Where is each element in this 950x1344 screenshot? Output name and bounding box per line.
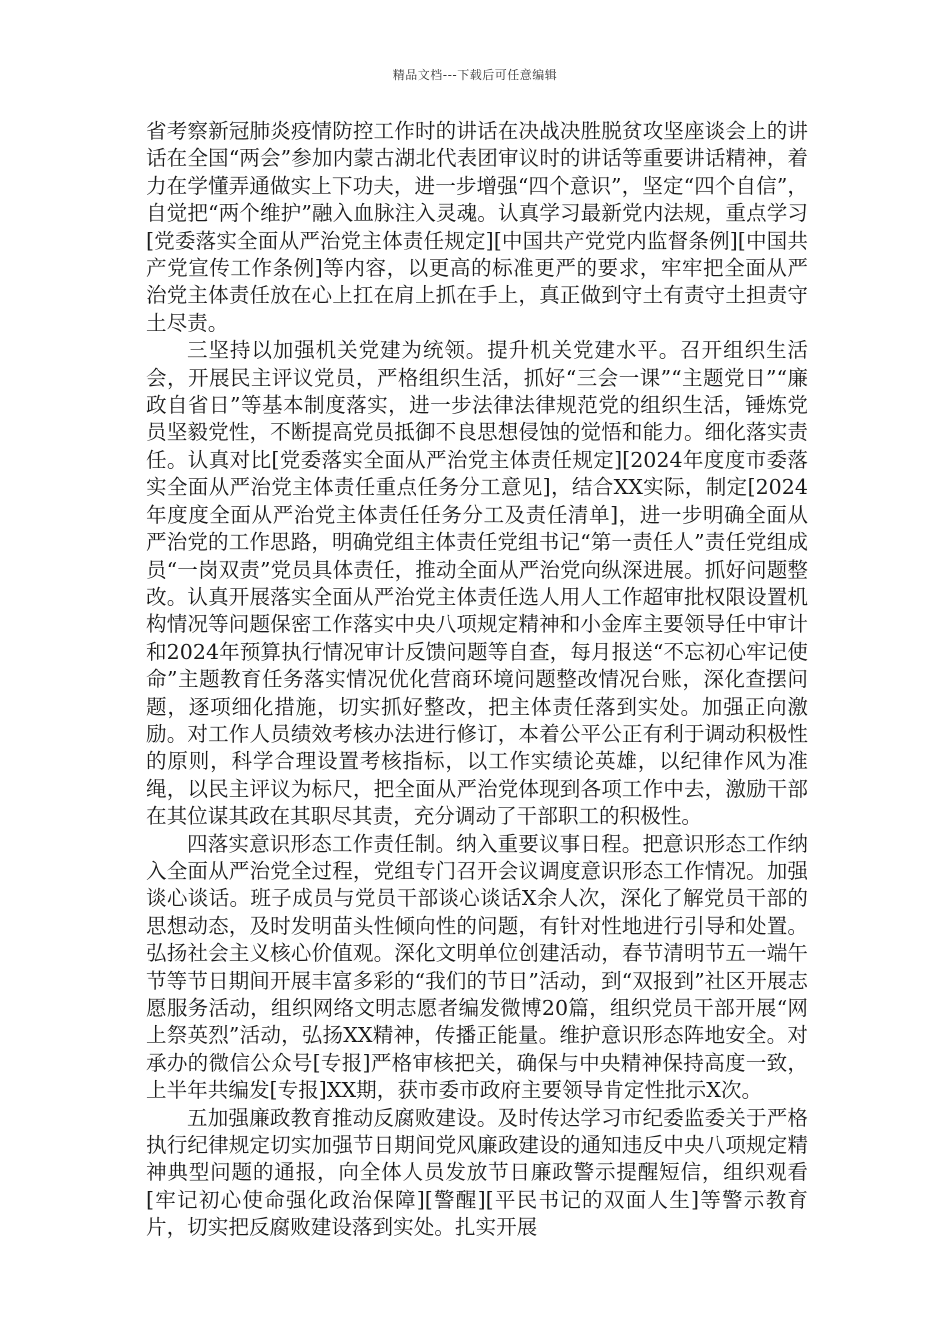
page-header: 精品文档---下载后可任意编辑 <box>392 68 558 82</box>
body-paragraph: 三坚持以加强机关党建为统领。提升机关党建水平。召开组织生活会，开展民主评议党员，严格组织生活，抓好“三会一课”“主题党日”“廉政自省日”等基本制度落实，进一步法律法律规范党的组织生活，锤炼党员坚毅党性，不断提高党员抵御不良思想侵蚀的觉悟和能力。细化落实责任。认真对比[党委落实全面从严治党主体责任规定][2024年度度市委落实全面从严治党主体责任重点任务分工意见]，结合XX实际，制定[2024年度度全面从严治党主体责任任务分工及责任清单]，进一步明确全面从严治党的工作思路，明确党组主体责任党组书记“第一责任人”责任党组成员“一岗双责”党员具体责任，推动全面从严治党向纵深进展。抓好问题整改。认真开展落实全面从严治党主体责任选人用人工作超审批权限设置机构情况等问题保密工作落实中央八项规定精神和小金库主要领导任中审计和2024年预算执行情况审计反馈问题等自查，每月报送“不忘初心牢记使命”主题教育任务落实情况优化营商环境问题整改情况台账，深化查摆问题，逐项细化措施，切实抓好整改，把主体责任落到实处。加强正向激励。对工作人员绩效考核办法进行修订，本着公平公正有利于调动积极性的原则，科学合理设置考核指标，以工作实绩论英雄，以纪律作风为准绳，以民主评议为标尺，把全面从严治党体现到各项工作中去，激励干部在其位谋其政在其职尽其责，充分调动了干部职工的积极性。 <box>146 338 808 829</box>
body-paragraph: 五加强廉政教育推动反腐败建设。及时传达学习市纪委监委关于严格执行纪律规定切实加强节日期间党风廉政建设的通知违反中央八项规定精神典型问题的通报，向全体人员发放节日廉政警示提醒短信，组织观看[牢记初心使命强化政治保障][警醒][平民书记的双面人生]等警示教育片，切实把反腐败建设落到实处。扎实开展 <box>146 1105 808 1240</box>
document-body <box>146 118 808 1242</box>
body-paragraph: 四落实意识形态工作责任制。纳入重要议事日程。把意识形态工作纳入全面从严治党全过程，党组专门召开会议调度意识形态工作情况。加强谈心谈话。班子成员与党员干部谈心谈话X余人次，深化了解党员干部的思想动态，及时发明苗头性倾向性的问题，有针对性地进行引导和处置。弘扬社会主义核心价值观。深化文明单位创建活动，春节清明节五一端午节等节日期间开展丰富多彩的“我们的节日”活动，到“双报到”社区开展志愿服务活动，组织网络文明志愿者编发微博20篇，组织党员干部开展“网上祭英烈”活动，弘扬XX精神，传播正能量。维护意识形态阵地安全。对承办的微信公众号[专报]严格审核把关，确保与中央精神保持高度一致，上半年共编发[专报]XX期，获市委市政府主要领导肯定性批示X次。 <box>146 831 808 1103</box>
body-paragraph: 省考察新冠肺炎疫情防控工作时的讲话在决战决胜脱贫攻坚座谈会上的讲话在全国“两会”参加内蒙古湖北代表团审议时的讲话等重要讲话精神，着力在学懂弄通做实上下功夫，进一步增强“四个意识”，坚定“四个自信”，自觉把“两个维护”融入血脉注入灵魂。认真学习最新党内法规，重点学习[党委落实全面从严治党主体责任规定][中国共产党党内监督条例][中国共产党宣传工作条例]等内容，以更高的标准更严的要求，牢牢把全面从严治党主体责任放在心上扛在肩上抓在手上，真正做到守土有责守土担责守土尽责。 <box>146 119 808 335</box>
